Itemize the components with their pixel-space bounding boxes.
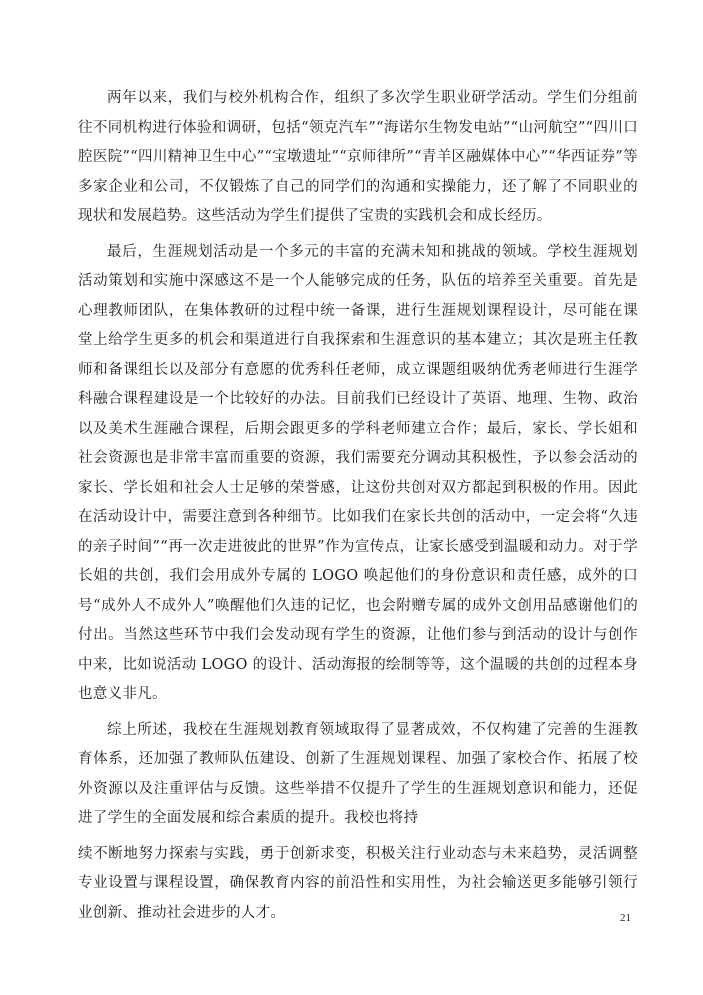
paragraph-summary-continued: 续不断地努力探索与实践，勇于创新求变，积极关注行业动态与未来趋势，灵活调整专业设置与课程设置，确保教育内容的前沿性和实用性，为社会输送更多能够引领行业创新、推动社会进步的人才。 xyxy=(78,845,638,921)
page-body xyxy=(78,84,638,934)
page-number: 21 xyxy=(620,912,631,924)
paragraph-summary: 综上所述，我校在生涯规划教育领域取得了显著成效，不仅构建了完善的生涯教育体系，还加强了教师队伍建设、创新了生涯规划课程、加强了家校合作、拓展了校外资源以及注重评估与反馈。这些举措不仅提升了学生的生涯规划意识和能力，还促进了学生的全面发展和综合素质的提升。我校也将持 xyxy=(78,721,638,826)
paragraph-research-trips: 两年以来，我们与校外机构合作，组织了多次学生职业研学活动。学生们分组前往不同机构进行体验和调研，包括“领克汽车”“海诺尔生物发电站”“山河航空”“四川口腔医院”“四川精神卫生中心”“宝墩遗址”“京师律所”“青羊区融媒体中心”“华西证券”等多家企业和公司，不仅锻炼了自己的同学们的沟通和实操能力，还了解了不同职业的现状和发展趋势。这些活动为学生们提供了宝贵的实践机会和成长经历。 xyxy=(78,90,638,224)
paragraph-team-building: 最后，生涯规划活动是一个多元的丰富的充满未知和挑战的领域。学校生涯规划活动策划和实施中深感这不是一个人能够完成的任务，队伍的培养至关重要。首先是心理教师团队，在集体教研的过程中统一备课，进行生涯规划课程设计，尽可能在课堂上给学生更多的机会和渠道进行自我探索和生涯意识的基本建立；其次是班主任教师和备课组长以及部分有意愿的优秀科任老师，成立课题组吸纳优秀老师进行生涯学科融合课程建设是一个比较好的办法。目前我们已经设计了英语、地理、生物、政治以及美术生涯融合课程，后期会跟更多的学科老师建立合作；最后，家长、学长姐和社会资源也是非常丰富而重要的资源，我们需要充分调动其积极性，予以参会活动的家长、学长姐和社会人士足够的荣誉感，让这份共创对双方都起到积极的作用。因此在活动设计中，需要注意到各种细节。比如我们在家长共创的活动中，一定会将“久违的亲子时间”“再一次走进彼此的世界”作为宣传点，让家长感受到温暖和动力。对于学长姐的共创，我们会用成外专属的 LOGO 唤起他们的身份意识和责任感，成外的口号“成外人不成外人”唤醒他们久违的记忆，也会附赠专属的成外文创用品感谢他们的付出。当然这些环节中我们会发动现有学生的资源，让他们参与到活动的设计与创作中来，比如说活动 LOGO 的设计、活动海报的绘制等等，这个温暖的共创的过程本身也意义非凡。 xyxy=(78,243,638,702)
